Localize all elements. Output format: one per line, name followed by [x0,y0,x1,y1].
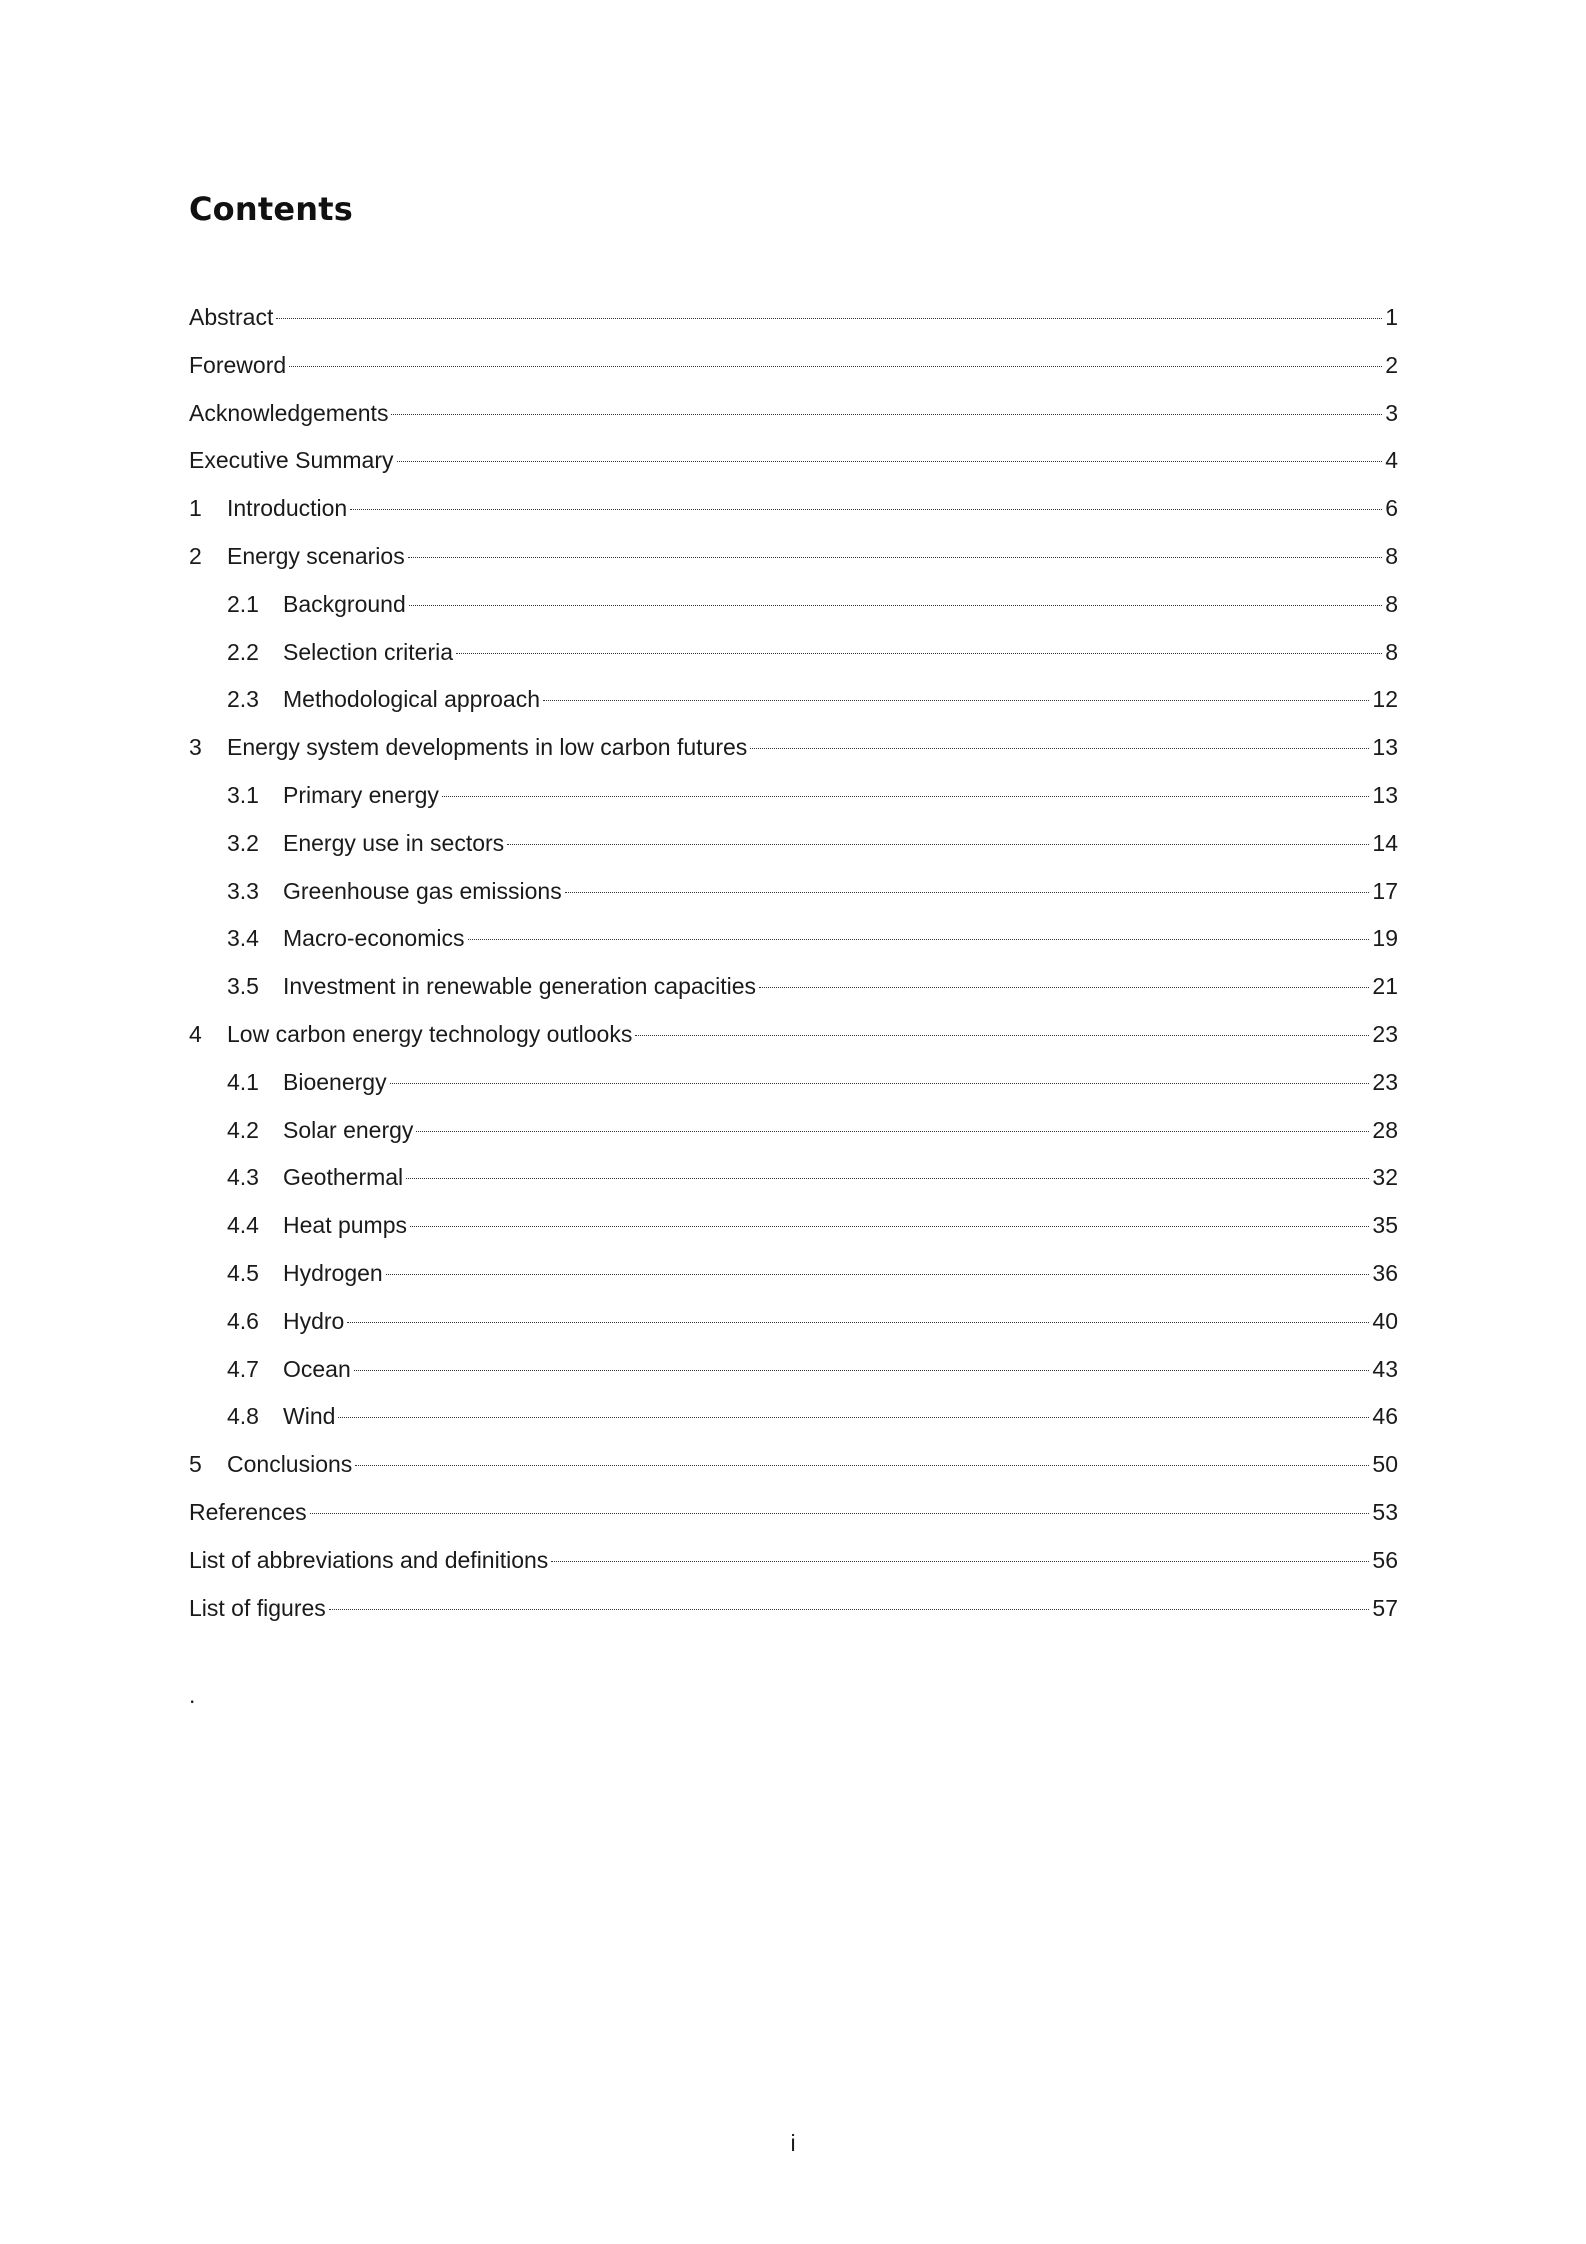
dot-leader [386,1274,1370,1275]
dot-leader [409,605,1382,606]
toc-section-number: 3 [189,734,202,761]
toc-page-number[interactable]: 8 [1385,542,1398,569]
toc-page-number[interactable]: 46 [1372,1403,1398,1430]
toc-entry-title[interactable]: Hydrogen [283,1259,383,1286]
dot-leader [410,1226,1369,1227]
toc-entry-title[interactable]: Acknowledgements [189,399,389,426]
toc-entry-title[interactable]: Energy system developments in low carbon futures [227,734,748,761]
toc-page-number[interactable]: 14 [1372,829,1398,856]
toc-entry[interactable] [189,342,1398,390]
dot-leader [276,318,1382,319]
dot-leader [408,557,1383,558]
dot-leader [310,1513,1370,1514]
table-of-contents [189,294,1398,1632]
dot-leader [397,461,1383,462]
toc-entry[interactable] [189,915,1398,963]
toc-page-number[interactable]: 36 [1372,1259,1398,1286]
dot-leader [635,1035,1369,1036]
toc-page-number[interactable]: 2 [1385,351,1398,378]
toc-section-number: 4.7 [227,1355,259,1382]
toc-entry-title[interactable]: Energy scenarios [227,542,405,569]
toc-entry[interactable] [189,629,1398,677]
toc-entry[interactable] [189,294,1398,342]
toc-section-number: 3.5 [227,973,259,1000]
toc-section-number: 2.3 [227,686,259,713]
toc-section-number: 4 [189,1020,202,1047]
dot-leader [355,1465,1369,1466]
toc-entry-title[interactable]: Methodological approach [283,686,541,713]
dot-leader [329,1609,1370,1610]
toc-section-number: 2.2 [227,638,259,665]
toc-page-number[interactable]: 50 [1372,1451,1398,1478]
toc-section-number: 4.1 [227,1068,259,1095]
toc-entry-title[interactable]: Hydro [283,1307,345,1334]
toc-section-number: 2 [189,542,202,569]
dot-leader [468,939,1370,940]
toc-page-number[interactable]: 23 [1372,1020,1398,1047]
toc-entry[interactable] [189,676,1398,724]
toc-entry[interactable] [189,1489,1398,1537]
toc-entry-title[interactable]: Conclusions [227,1451,353,1478]
toc-entry-title[interactable]: Energy use in sectors [283,829,505,856]
toc-section-number: 5 [189,1451,202,1478]
dot-leader [391,414,1382,415]
toc-entry-title[interactable]: Greenhouse gas emissions [283,877,562,904]
toc-section-number: 3.1 [227,781,259,808]
toc-page-number[interactable]: 8 [1385,590,1398,617]
toc-entry-title[interactable]: Bioenergy [283,1068,387,1095]
toc-entry-title[interactable]: List of figures [189,1594,326,1621]
dot-leader [456,653,1382,654]
toc-entry[interactable] [189,1537,1398,1585]
toc-page-number[interactable]: 53 [1372,1498,1398,1525]
toc-entry[interactable] [189,820,1398,868]
toc-entry[interactable] [189,533,1398,581]
toc-page-number[interactable]: 23 [1372,1068,1398,1095]
toc-entry-title[interactable]: Ocean [283,1355,351,1382]
dot-leader [543,700,1369,701]
stray-mark: . [189,1682,196,1708]
toc-entry-title[interactable]: Geothermal [283,1164,404,1191]
toc-entry[interactable] [189,1441,1398,1489]
toc-entry[interactable] [189,1202,1398,1250]
toc-entry-title[interactable]: Solar energy [283,1116,414,1143]
toc-page-number[interactable]: 17 [1372,877,1398,904]
dot-leader [565,892,1370,893]
toc-entry[interactable] [189,1393,1398,1441]
toc-entry[interactable] [189,1059,1398,1107]
page-number-footer: i [790,2130,796,2156]
toc-section-number: 4.3 [227,1164,259,1191]
toc-section-number: 4.2 [227,1116,259,1143]
toc-entry[interactable] [189,772,1398,820]
toc-entry[interactable] [189,1011,1398,1059]
toc-page-number[interactable]: 13 [1372,781,1398,808]
dot-leader [442,796,1369,797]
toc-entry[interactable] [189,581,1398,629]
toc-section-number: 2.1 [227,590,259,617]
toc-page-number[interactable]: 56 [1372,1546,1398,1573]
toc-section-number: 3.2 [227,829,259,856]
toc-page-number[interactable]: 19 [1372,925,1398,952]
toc-page-number[interactable]: 40 [1372,1307,1398,1334]
toc-entry[interactable] [189,963,1398,1011]
toc-entry-title[interactable]: List of abbreviations and definitions [189,1546,549,1573]
dot-leader [750,748,1369,749]
dot-leader [354,1370,1370,1371]
toc-section-number: 1 [189,495,202,522]
toc-page-number[interactable]: 35 [1372,1212,1398,1239]
toc-page-number[interactable]: 13 [1372,734,1398,761]
toc-entry[interactable] [189,437,1398,485]
dot-leader [338,1417,1369,1418]
toc-entry[interactable] [189,1298,1398,1346]
toc-section-number: 4.4 [227,1212,259,1239]
toc-section-number: 3.4 [227,925,259,952]
toc-entry-title[interactable]: Abstract [189,304,274,330]
toc-page-number[interactable]: 8 [1385,638,1398,665]
toc-entry[interactable] [189,485,1398,533]
dot-leader [759,987,1369,988]
toc-page-number[interactable]: 12 [1372,686,1398,713]
dot-leader [347,1322,1369,1323]
toc-page-number[interactable]: 43 [1372,1355,1398,1382]
toc-entry[interactable] [189,1107,1398,1155]
toc-entry[interactable] [189,724,1398,772]
toc-entry[interactable] [189,390,1398,438]
toc-entry[interactable] [189,1346,1398,1394]
toc-entry[interactable] [189,868,1398,916]
toc-entry[interactable] [189,1154,1398,1202]
toc-entry-title[interactable]: Wind [283,1403,336,1430]
toc-entry-title[interactable]: Low carbon energy technology outlooks [227,1020,633,1047]
toc-entry-title[interactable]: Executive Summary [189,447,394,474]
toc-page-number[interactable]: 6 [1385,495,1398,522]
toc-entry-title[interactable]: References [189,1498,307,1525]
toc-section-number: 4.6 [227,1307,259,1334]
toc-section-number: 4.8 [227,1403,259,1430]
toc-page-number[interactable]: 57 [1372,1594,1398,1621]
dot-leader [406,1178,1369,1179]
toc-entry-title[interactable]: Foreword [189,351,287,378]
dot-leader [289,366,1382,367]
toc-section-number: 3.3 [227,877,259,904]
dot-leader [507,844,1369,845]
toc-page-number[interactable]: 1 [1385,304,1398,330]
toc-page-number[interactable]: 32 [1372,1164,1398,1191]
toc-page-number[interactable]: 28 [1372,1116,1398,1143]
toc-entry-title[interactable]: Introduction [227,495,348,522]
toc-entry-title[interactable]: Selection criteria [283,638,454,665]
toc-entry[interactable] [189,1585,1398,1633]
dot-leader [350,509,1382,510]
toc-entry-title[interactable]: Background [283,590,406,617]
dot-leader [551,1561,1369,1562]
dot-leader [416,1131,1369,1132]
toc-entry-title[interactable]: Macro-economics [283,925,465,952]
toc-entry-title[interactable]: Heat pumps [283,1212,408,1239]
toc-entry-title[interactable]: Primary energy [283,781,439,808]
toc-page-number[interactable]: 3 [1385,399,1398,426]
toc-entry-title[interactable]: Investment in renewable generation capacities [283,973,757,1000]
toc-entry[interactable] [189,1250,1398,1298]
page-title: Contents [189,190,353,228]
toc-page-number[interactable]: 4 [1385,447,1398,474]
toc-page-number[interactable]: 21 [1372,973,1398,1000]
toc-section-number: 4.5 [227,1259,259,1286]
dot-leader [390,1083,1370,1084]
